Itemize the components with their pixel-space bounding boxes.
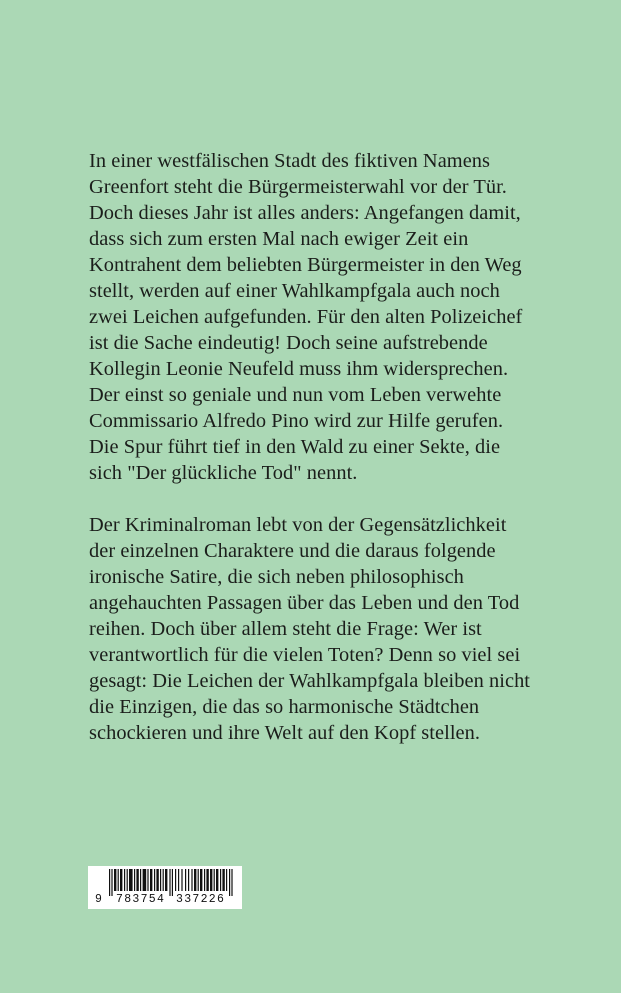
text-line: reihen. Doch über allem steht die Frage: Wer ist: [89, 618, 482, 640]
text-line: Kollegin Leonie Neufeld muss ihm widersprechen.: [89, 358, 509, 380]
barcode-right-group: 337226: [176, 893, 226, 906]
text-line: In einer westfälischen Stadt des fiktiven Namens: [89, 150, 491, 172]
text-line: gesagt: Die Leichen der Wahlkampfgala bleiben nicht: [89, 670, 531, 692]
text-line: Kontrahent dem beliebten Bürgermeister in den Weg: [89, 254, 522, 276]
text-line: Der Kriminalroman lebt von der Gegensätzlichkeit: [89, 514, 507, 536]
text-line: angehauchten Passagen über das Leben und den Tod: [89, 592, 520, 614]
text-line: der einzelnen Charaktere und die daraus folgende: [89, 540, 496, 562]
text-line: Doch dieses Jahr ist alles anders: Angefangen damit,: [89, 202, 521, 224]
text-line: dass sich zum ersten Mal nach ewiger Zeit ein: [89, 228, 469, 250]
text-line: Der einst so geniale und nun vom Leben verwehte: [89, 384, 502, 406]
barcode-left-group: 783754: [116, 893, 166, 906]
text-line: zwei Leichen aufgefunden. Für den alten Polizeichef: [89, 306, 523, 328]
blurb-paragraph-2: [89, 512, 589, 746]
text-line: stellt, werden auf einer Wahlkampfgala auch noch: [89, 280, 500, 302]
text-line: verantwortlich für die vielen Toten? Denn so viel sei: [89, 644, 521, 666]
back-cover-blurb: [89, 148, 589, 746]
blurb-paragraph-1: [89, 148, 589, 486]
isbn-barcode: [88, 866, 242, 909]
text-line: ironische Satire, die sich neben philosophisch: [89, 566, 464, 588]
text-line: Commissario Alfredo Pino wird zur Hilfe gerufen.: [89, 410, 504, 432]
barcode-bars-icon: [109, 869, 237, 896]
text-line: ist die Sache eindeutig! Doch seine aufstrebende: [89, 332, 488, 354]
text-line: Greenfort steht die Bürgermeisterwahl vor der Tür.: [89, 176, 507, 198]
text-line: Die Spur führt tief in den Wald zu einer Sekte, die: [89, 436, 501, 458]
text-line: die Einzigen, die das so harmonische Städtchen: [89, 696, 480, 718]
barcode-lead-digit: 9: [95, 893, 102, 906]
text-line: sich "Der glückliche Tod" nennt.: [89, 462, 358, 484]
text-line: schockieren und ihre Welt auf den Kopf stellen.: [89, 722, 481, 744]
